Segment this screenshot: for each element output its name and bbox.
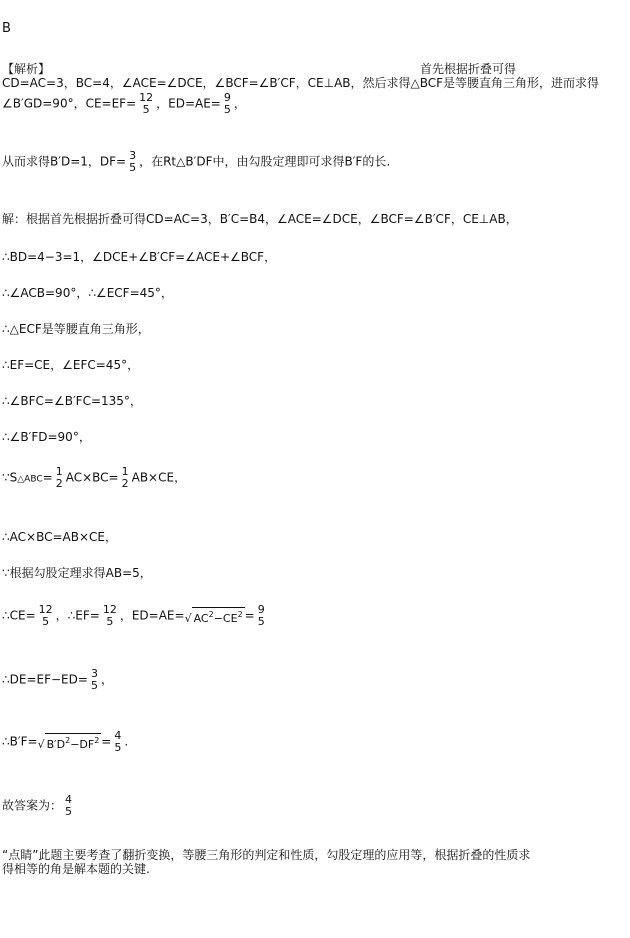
solution-line-2: ∴BD=4−3=1，∠DCE+∠B′CF=∠ACE+∠BCF， (2, 250, 277, 264)
comment-line-2: 得相等的角是解本题的关键. (2, 862, 150, 876)
analysis-line-1: CD=AC=3，BC=4，∠ACE=∠DCE，∠BCF=∠B′CF，CE⊥AB，然后求得△BCF是等腰直角三角形，进而求得 (2, 76, 600, 90)
comment-line-1: “点睛”此题主要考查了翻折变换，等腰三角形的判定和性质，勾股定理的应用等，根据折叠的性质求 (2, 848, 531, 862)
solution-line-9: ∴AC×BC=AB×CE， (2, 530, 117, 544)
final-answer: 故答案为： 4 5 (2, 793, 73, 818)
fraction-9-5: 9 5 (223, 91, 231, 116)
fraction-9-5-ed: 9 5 (257, 603, 265, 628)
fraction-4-5: 4 5 (114, 729, 122, 754)
sqrt-ac-ce: √ $AC^2-CE^2$ (185, 607, 245, 626)
answer-letter: B (2, 21, 11, 36)
analysis-line-3: 从而求得B′D=1，DF= 3 5 ，在Rt△B′DF中，由勾股定理即可求得B′F的长. (2, 149, 391, 174)
solution-line-11: ∴CE= 12 5 ，∴EF= 12 5 ，ED=AE=√ $AC^2-CE^2$ = 9 5 (2, 603, 265, 628)
fraction-12-5-ef: 12 5 (102, 603, 117, 628)
solution-line-3: ∴∠ACB=90°，∴∠ECF=45°， (2, 286, 173, 300)
solution-line-12: ∴DE=EF−ED= 3 5 ， (2, 667, 113, 692)
solution-line-13: ∴B′F=√ $B'D^2-DF^2$ = 4 5 . (2, 729, 129, 754)
analysis-right-title: 首先根据折叠可得 (420, 62, 517, 76)
analysis-heading: 【解析】 (2, 62, 51, 76)
fraction-1-2-a: 1 2 (55, 465, 63, 490)
analysis-line-2: ∠B′GD=90°，CE=EF= 12 5 ，ED=AE= 9 5 ， (2, 91, 246, 116)
fraction-12-5-ce: 12 5 (38, 603, 53, 628)
solution-line-1: 解：根据首先根据折叠可得CD=AC=3，B′C=B4，∠ACE=∠DCE，∠BCF=∠B′CF，CE⊥AB， (2, 212, 518, 226)
solution-line-5: ∴EF=CE，∠EFC=45°， (2, 358, 140, 372)
solution-line-4: ∴△ECF是等腰直角三角形， (2, 322, 150, 336)
solution-line-6: ∴∠BFC=∠B′FC=135°， (2, 394, 142, 408)
fraction-3-5-de: 3 5 (90, 667, 98, 692)
solution-line-8: ∵S△ABC= 1 2 AC×BC= 1 2 AB×CE， (2, 465, 187, 490)
fraction-12-5: 12 5 (139, 91, 154, 116)
fraction-3-5: 3 5 (129, 149, 137, 174)
sqrt-bd-df: √ $B'D^2-DF^2$ (38, 733, 102, 752)
solution-line-10: ∵根据勾股定理求得AB=5， (2, 566, 152, 580)
solution-line-7: ∴∠B′FD=90°， (2, 430, 91, 444)
fraction-4-5-answer: 4 5 (65, 793, 73, 818)
fraction-1-2-b: 1 2 (121, 465, 129, 490)
